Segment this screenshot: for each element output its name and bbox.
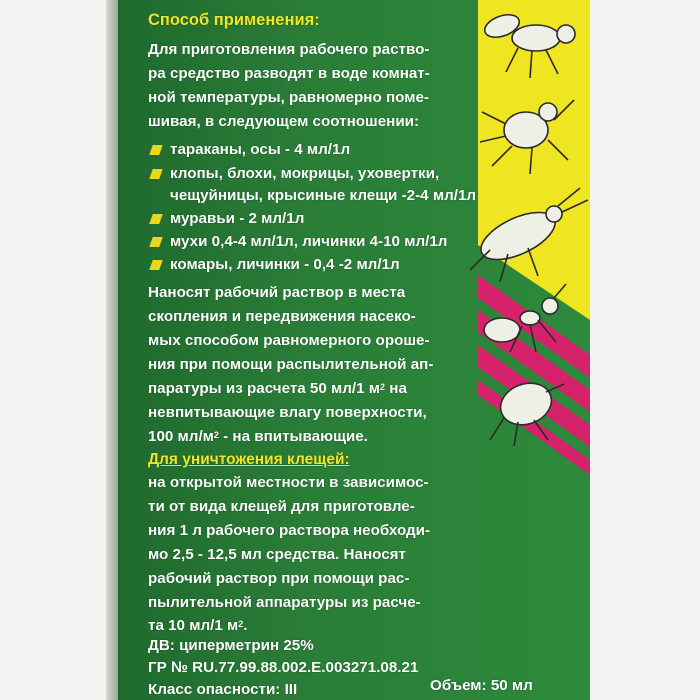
ticks-line: ти от вида клещей для приготовле-	[148, 498, 415, 515]
ticks-heading: Для уничтожения клещей:	[148, 451, 350, 468]
apply-line: Наносят рабочий раствор в места	[148, 284, 406, 301]
apply-line: 100 $мл/м^2$ - на впитывающие.	[148, 428, 368, 445]
apply-line: ния при помощи распылительной ап-	[148, 356, 434, 373]
apply-line: паратуры из расчета 50 мл/1 $м^2$ на	[148, 380, 407, 397]
dosage-item: муравьи - 2 мл/1л	[170, 210, 305, 227]
ticks-line: на открытой местности в зависимос-	[148, 474, 429, 491]
apply-line: скопления и передвижения насеко-	[148, 308, 416, 325]
package-panel	[118, 0, 590, 700]
intro-line: ной температуры, равномерно поме-	[148, 89, 429, 106]
ticks-line: та 10 мл/1 $м^2$.	[148, 617, 248, 634]
ticks-line: рабочий раствор при помощи рас-	[148, 570, 410, 587]
ticks-line: ния 1 л рабочего раствора необходи-	[148, 522, 431, 539]
ticks-line: мо 2,5 - 12,5 мл средства. Наносят	[148, 546, 406, 563]
intro-line: Для приготовления рабочего раство-	[148, 41, 430, 58]
intro-line: шивая, в следующем соотношении:	[148, 113, 420, 130]
dosage-item-cont: чещуйницы, крысиные клещи -2-4 мл/1л	[170, 187, 477, 204]
dosage-item: тараканы, осы - 4 мл/1л	[170, 141, 351, 158]
ticks-line: пылительной аппаратуры из расче-	[148, 594, 421, 611]
dosage-item: комары, личинки - 0,4 -2 мл/1л	[170, 256, 400, 273]
dosage-item: клопы, блохи, мокрицы, уховертки,	[170, 165, 440, 182]
intro-line: ра средство разводят в воде комнат-	[148, 65, 430, 82]
dosage-item: мухи 0,4-4 мл/1л, личинки 4-10 мл/1л	[170, 233, 448, 250]
active-ingredient: ДВ: циперметрин 25%	[148, 637, 314, 654]
apply-line: мых способом равномерного ороше-	[148, 332, 430, 349]
usage-heading: Способ применения:	[148, 11, 320, 29]
registration-number: ГР № RU.77.99.88.002.Е.003271.08.21	[148, 659, 419, 676]
hazard-class: Класс опасности: III	[148, 681, 298, 698]
apply-line: невпитывающие влагу поверхности,	[148, 404, 427, 421]
volume-label: Объем: 50 мл	[430, 677, 533, 694]
